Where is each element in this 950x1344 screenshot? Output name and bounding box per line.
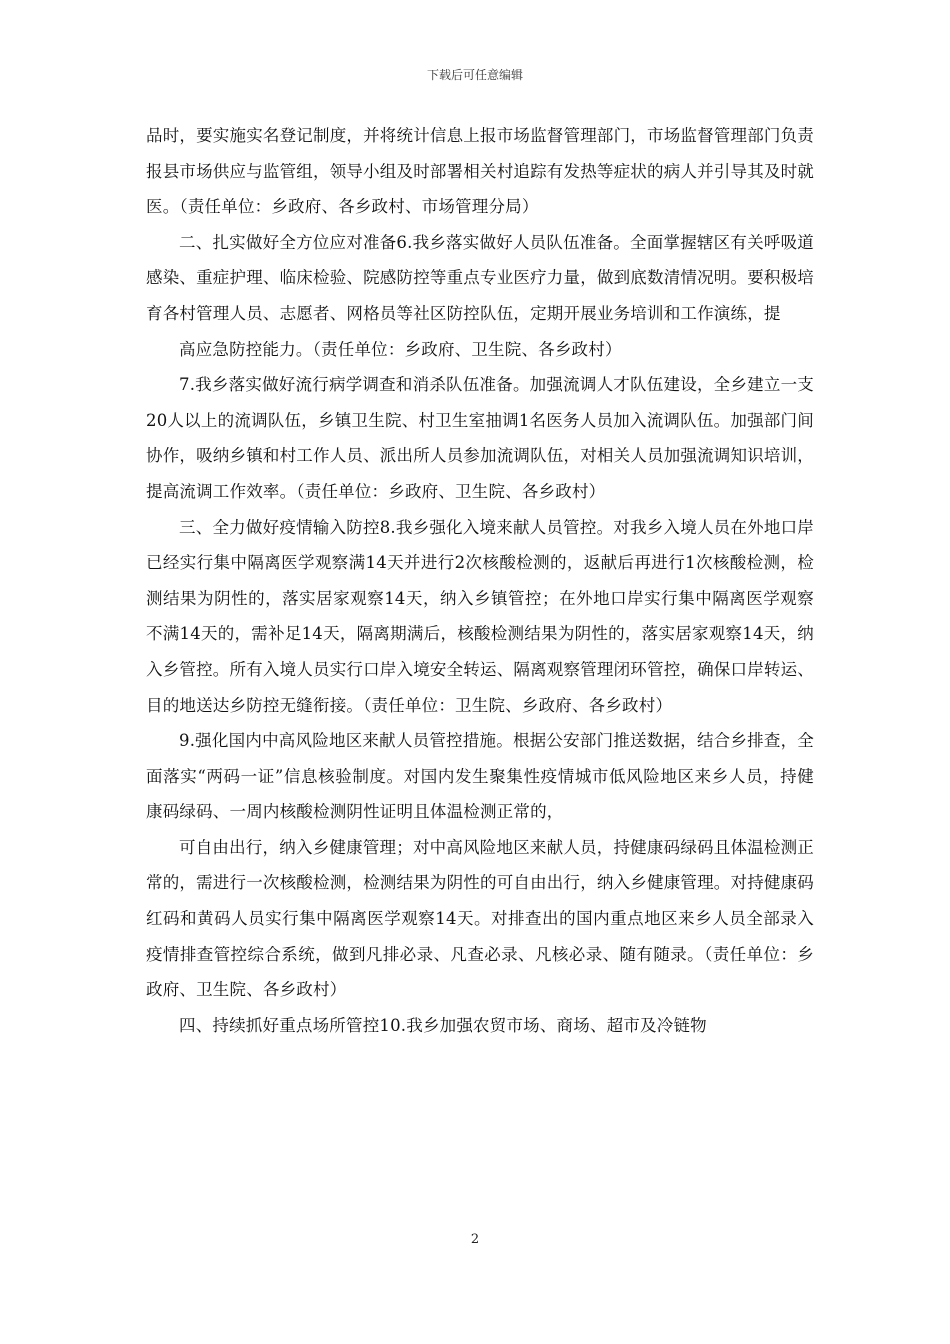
paragraph-item-7: 7.我乡落实做好流行病学调查和消杀队伍准备。加强流调人才队伍建设，全乡建立一支20人以上的流调队伍，乡镇卫生院、村卫生室抽调1名医务人员加入流调队伍。加强部门间协作，吸纳乡镇和村工作人员、派出所人员参加流调队伍，对相关人员加强流调知识培训，提高流调工作效率。（责任单位：乡政府、卫生院、各乡政村） xyxy=(146,375,814,501)
paragraph-continuation: 品时，要实施实名登记制度，并将统计信息上报市场监督管理部门，市场监督管理部门负责报县市场供应与监管组，领导小组及时部署相关村追踪有发热等症状的病人并引导其及时就医。（责任单位：乡政府、各乡政村、市场管理分局） xyxy=(146,126,814,217)
paragraph-item-9: 9.强化国内中高风险地区来献人员管控措施。根据公安部门推送数据，结合乡排查，全面落实“两码一证”信息核验制度。对国内发生聚集性疫情城市低风险地区来乡人员，持健康码绿码、一周内核酸检测阴性证明且体温检测正常的， xyxy=(146,731,814,822)
paragraph-section-2: 二、扎实做好全方位应对准备6.我乡落实做好人员队伍准备。全面掌握辖区有关呼吸道感染、重症护理、临床检验、院感防控等重点专业医疗力量，做到底数清情况明。要积极培育各村管理人员、志愿者、网格员等社区防控队伍，定期开展业务培训和工作演练，提 xyxy=(146,232,814,323)
document-body xyxy=(146,118,814,1043)
paragraph-section-3: 三、全力做好疫情输入防控8.我乡强化入境来献人员管控。对我乡入境人员在外地口岸已经实行集中隔离医学观察满14天并进行2次核酸检测的，返献后再进行1次核酸检测，检测结果为阴性的，落实居家观察14天，纳入乡镇管控；在外地口岸实行集中隔离医学观察不满14天的，需补足14天，隔离期满后，核酸检测结果为阴性的，落实居家观察14天，纳入乡管控。所有入境人员实行口岸入境安全转运、隔离观察管理闭环管控，确保口岸转运、目的地送达乡防控无缝衔接。（责任单位：卫生院、乡政府、各乡政村） xyxy=(146,517,814,715)
paragraph-section-4: 四、持续抓好重点场所管控10.我乡加强农贸市场、商场、超市及冷链物 xyxy=(179,1015,707,1035)
page-number: 2 xyxy=(470,1232,480,1247)
paragraph-item-9-continued: 可自由出行，纳入乡健康管理；对中高风险地区来献人员，持健康码绿码且体温检测正常的，需进行一次核酸检测，检测结果为阴性的可自由出行，纳入乡健康管理。对持健康码红码和黄码人员实行集中隔离医学观察14天。对排查出的国内重点地区来乡人员全部录入疫情排查管控综合系统，做到凡排必录、凡查必录、凡核必录、随有随录。（责任单位：乡政府、卫生院、各乡政村） xyxy=(146,837,814,1000)
page-header: 下载后可任意编辑 xyxy=(426,68,523,82)
paragraph-responsibility: 高应急防控能力。（责任单位：乡政府、卫生院、各乡政村） xyxy=(179,339,622,359)
